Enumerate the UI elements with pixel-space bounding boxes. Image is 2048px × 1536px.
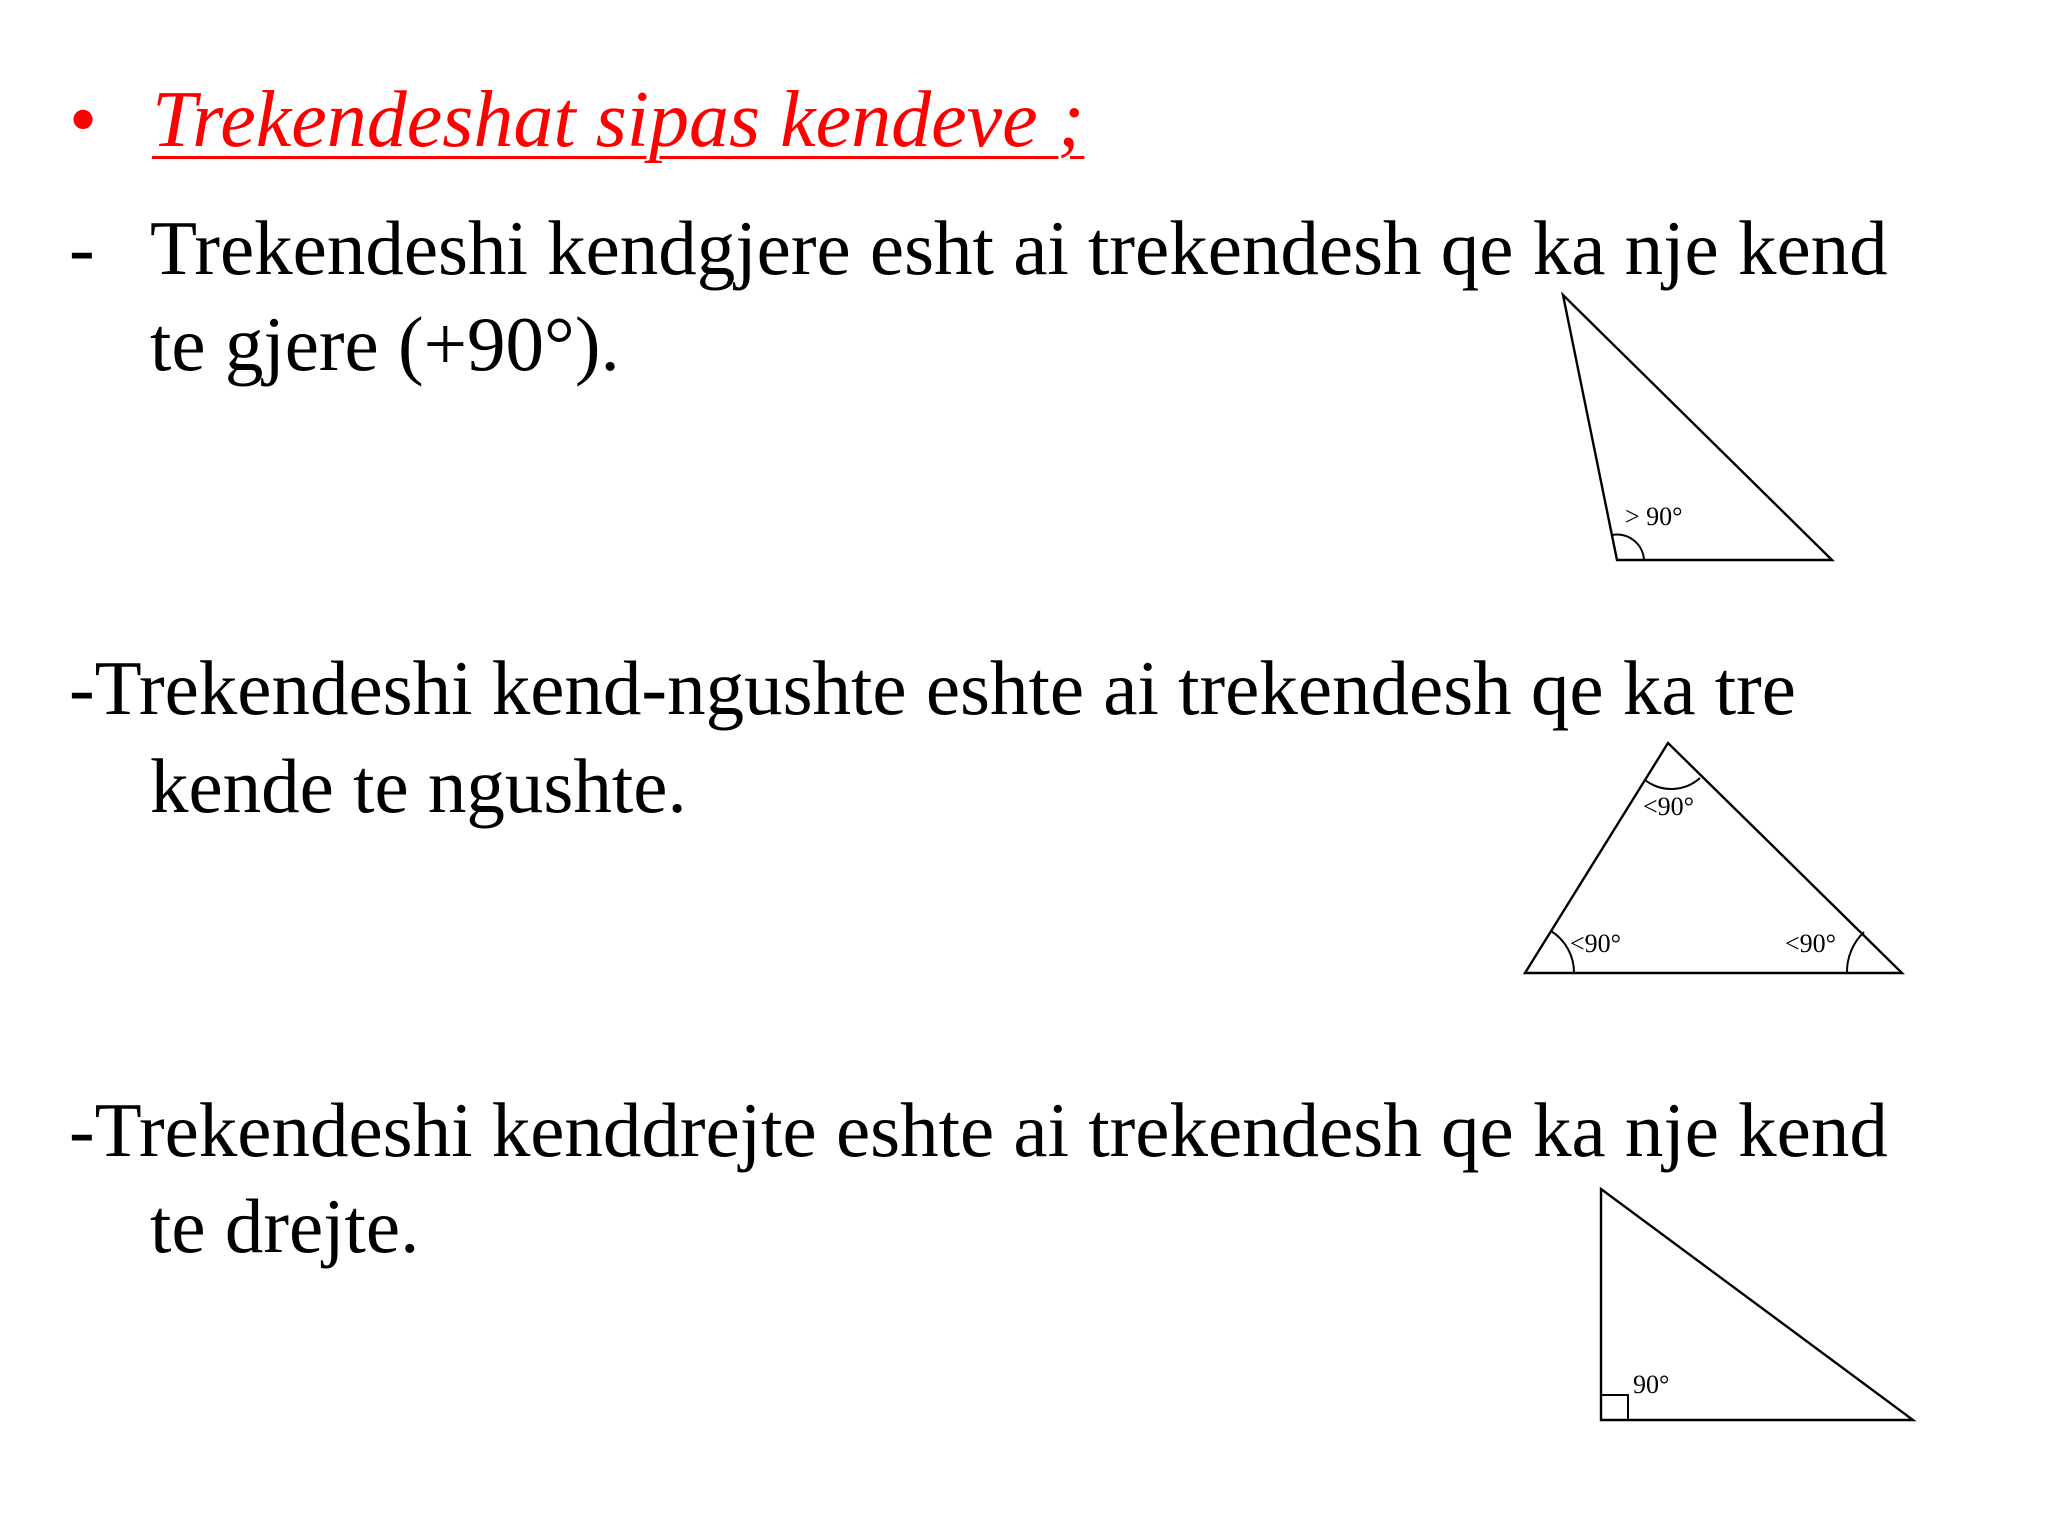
- right-text-line-1: -Trekendeshi kenddrejte eshte ai trekendesh qe ka nje kend: [69, 1087, 1888, 1173]
- right-angle-square: [1601, 1395, 1628, 1420]
- right-text-line-2: te drejte.: [150, 1183, 420, 1269]
- obtuse-triangle-outline: [1563, 295, 1832, 560]
- heading-title: Trekendeshat sipas kendeve ;: [152, 76, 1085, 164]
- acute-triangle: [1525, 743, 1902, 973]
- acute-top-angle-label: <90°: [1643, 792, 1695, 821]
- obtuse-angle-label: > 90°: [1625, 502, 1683, 531]
- acute-right-angle-arc: [1847, 932, 1864, 973]
- acute-text-line-2: kende te ngushte.: [150, 743, 687, 829]
- obtuse-text-line-2: te gjere (+90°).: [150, 301, 620, 387]
- acute-left-angle-label: <90°: [1570, 929, 1622, 958]
- obtuse-triangle: [1563, 295, 1832, 560]
- right-triangle: [1601, 1189, 1913, 1420]
- bullet-icon: •: [69, 76, 98, 164]
- dash-marker: -: [69, 205, 95, 291]
- acute-right-angle-label: <90°: [1785, 929, 1837, 958]
- obtuse-text-line-1: Trekendeshi kendgjere esht ai trekendesh qe ka nje kend: [150, 205, 1888, 291]
- right-angle-label: 90°: [1633, 1370, 1670, 1399]
- acute-text-line-1: -Trekendeshi kend-ngushte eshte ai trekendesh qe ka tre: [69, 645, 1796, 731]
- acute-top-angle-arc: [1645, 778, 1700, 789]
